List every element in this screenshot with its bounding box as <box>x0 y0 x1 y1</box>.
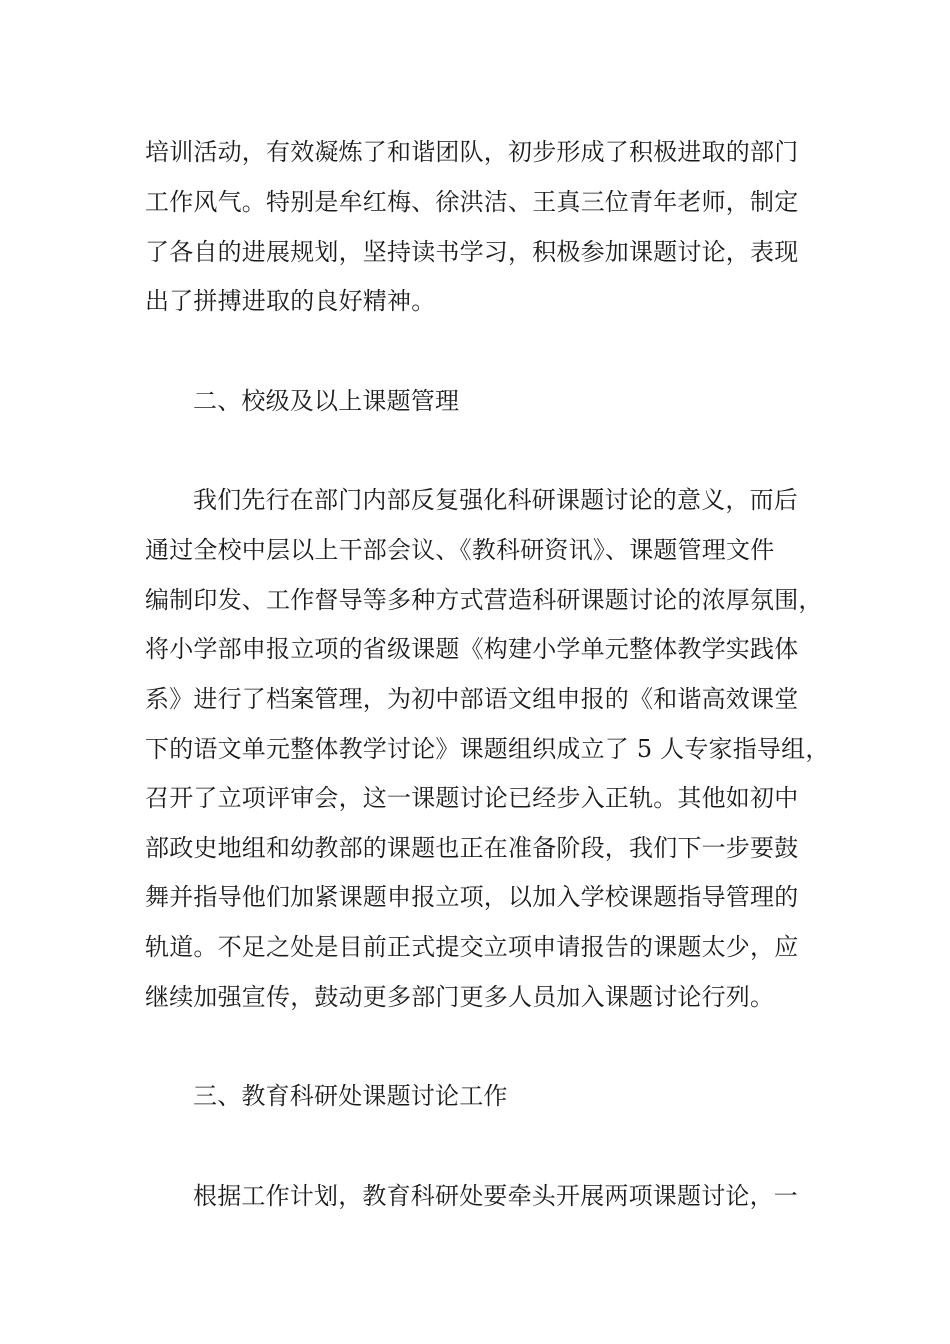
paragraph-2-line: 召开了立项评审会，这一课题讨论已经步入正轨。其他如初中 <box>145 784 799 812</box>
paragraph-1-line: 培训活动，有效凝炼了和谐团队，初步形成了积极进取的部门 <box>145 138 799 166</box>
paragraph-2-line: 编制印发、工作督导等多种方式营造科研课题讨论的浓厚氛围， <box>145 586 823 614</box>
paragraph-2-line: 系》进行了档案管理，为初中部语文组申报的《和谐高效课堂 <box>145 685 799 713</box>
paragraph-2-line: 舞并指导他们加紧课题申报立项，以加入学校课题指导管理的 <box>145 883 799 911</box>
paragraph-2-line: 通过全校中层以上干部会议、《教科研资讯》、课题管理文件 <box>145 536 775 564</box>
paragraph-2-line: 继续加强宣传，鼓动更多部门更多人员加入课题讨论行列。 <box>145 983 775 1011</box>
section-heading-2: 二、校级及以上课题管理 <box>193 387 460 415</box>
paragraph-2-line: 将小学部申报立项的省级课题《构建小学单元整体教学实践体 <box>145 635 799 663</box>
paragraph-1-line: 工作风气。特别是牟红梅、徐洪洁、王真三位青年老师，制定 <box>145 188 799 216</box>
section-heading-3: 三、教育科研处课题讨论工作 <box>193 1082 508 1110</box>
paragraph-3-line: 根据工作计划，教育科研处要牵头开展两项课题讨论，一 <box>193 1182 798 1210</box>
paragraph-2-line: 下的语文单元整体教学讨论》课题组织成立了 5 人专家指导组， <box>145 735 830 763</box>
paragraph-2-line: 部政史地组和幼教部的课题也正在准备阶段，我们下一步要鼓 <box>145 834 799 862</box>
paragraph-2-line: 轨道。不足之处是目前正式提交立项申请报告的课题太少，应 <box>145 933 799 961</box>
paragraph-2-line: 我们先行在部门内部反复强化科研课题讨论的意义，而后 <box>193 486 798 514</box>
paragraph-1-line: 出了拼搏进取的良好精神。 <box>145 287 436 315</box>
paragraph-1-line: 了各自的进展规划，坚持读书学习，积极参加课题讨论，表现 <box>145 238 799 266</box>
